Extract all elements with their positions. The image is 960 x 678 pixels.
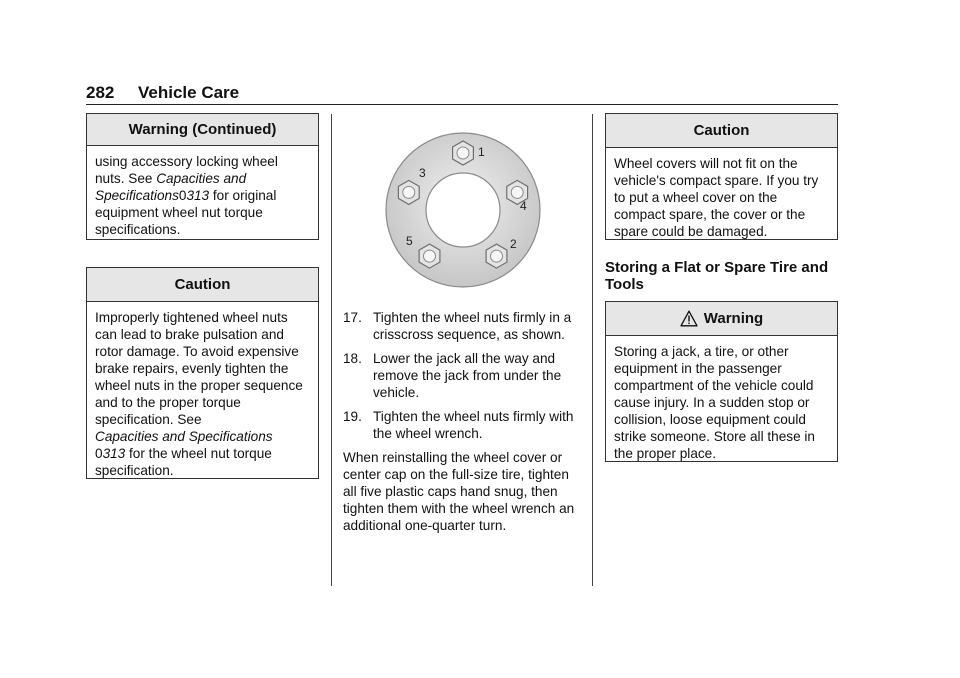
wheel-nut-3 [398, 180, 419, 204]
page-ref-arrow-icon: 0 [178, 188, 187, 203]
warning-continued-box [86, 113, 319, 240]
step-number: 17. [343, 310, 362, 325]
step-text: Lower the jack all the way and remove the jack from under the vehicle. [373, 351, 562, 400]
page-header [86, 82, 838, 104]
caution-body-left [87, 302, 318, 485]
caution-title-right: Caution [606, 114, 837, 148]
capacities-link[interactable]: Capacities and Specifications [95, 429, 273, 444]
step-18 [343, 350, 581, 401]
page-number: 282 [86, 83, 115, 102]
step-text: Tighten the wheel nuts firmly with the wheel wrench. [373, 409, 574, 441]
step-text: Tighten the wheel nuts firmly in a crisscross sequence, as shown. [373, 310, 572, 342]
warning-continued-body [87, 146, 318, 244]
step-17 [343, 309, 581, 343]
warning-title-text: Warning [703, 310, 764, 327]
warning-triangle-icon [680, 310, 698, 327]
column-divider-right [592, 114, 593, 586]
warning-title-right [606, 302, 837, 336]
caution-box-right [605, 113, 838, 240]
step-19 [343, 408, 581, 442]
nut-label-3: 3 [419, 166, 426, 180]
caution-body-right: Wheel covers will not fit on the vehicle's compact spare. If you try to put a wheel cover on the compact spare, the cover or the spare could be damaged. [614, 156, 819, 239]
warning-text-start: using accessory locking wheel nuts. See [95, 154, 278, 186]
hub-center-hole [426, 173, 500, 247]
caution-text-start: Improperly tightened wheel nuts can lead to brake pulsation and rotor damage. To avoid expensive brake repairs, evenly tighten the wheel nuts in the proper sequence and to the proper torque specification. See [95, 310, 303, 427]
wheel-nut-sequence-diagram [380, 128, 550, 293]
warning-box-right [605, 301, 838, 462]
reinstall-paragraph: When reinstalling the wheel cover or center cap on the full-size tire, tighten all five plastic caps hand snug, then tighten them with the wheel wrench an additional one-quarter turn. [343, 450, 575, 533]
caution-title-left: Caution [87, 268, 318, 302]
wheel-nut-5 [419, 244, 440, 268]
nut-label-5: 5 [406, 234, 413, 248]
wheel-nut-2 [486, 244, 507, 268]
header-rule [86, 104, 838, 105]
caution-text-end: for the wheel nut torque specification. [95, 446, 272, 478]
page-ref-313[interactable]: 313 [102, 446, 126, 461]
step-number: 18. [343, 351, 362, 366]
warning-body-right: Storing a jack, a tire, or other equipment in the passenger compartment of the vehicle could cause injury. In a sudden stop or collision, loose equipment could strike someone. Store all these in the proper place. [614, 344, 815, 461]
warning-text-end: for original equipment wheel nut torque specifications. [95, 188, 277, 237]
step-number: 19. [343, 409, 362, 424]
warning-continued-title: Warning (Continued) [87, 114, 318, 146]
page-ref-313[interactable]: 313 [186, 188, 210, 203]
section-title: Vehicle Care [138, 83, 240, 102]
caution-box-left [86, 267, 319, 479]
column-divider-left [331, 114, 332, 586]
page-ref-arrow-icon: 0 [95, 446, 103, 461]
nut-label-2: 2 [510, 237, 517, 251]
wheel-nut-1 [453, 141, 474, 165]
capacities-link[interactable]: Capacities and Specifications [95, 171, 247, 203]
nut-label-4: 4 [520, 199, 527, 213]
storing-heading: Storing a Flat or Spare Tire and Tools [605, 259, 829, 293]
nut-label-1: 1 [478, 145, 485, 159]
steps-list [343, 309, 581, 534]
